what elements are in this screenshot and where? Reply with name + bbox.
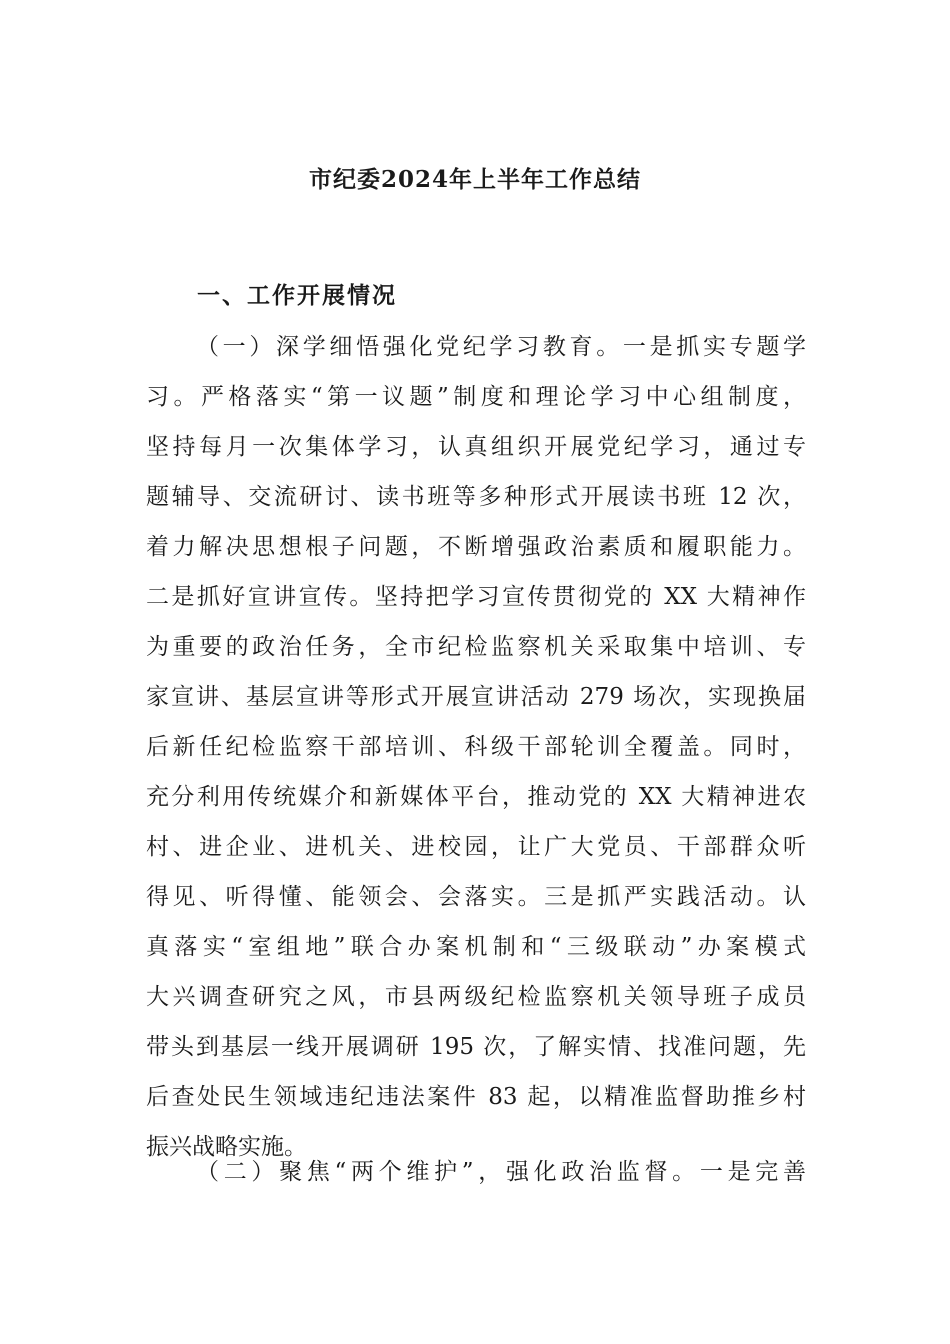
paragraph-line: 坚持每月一次集体学习，认真组织开展党纪学习，通过专 — [146, 434, 806, 460]
paragraph-line: 为重要的政治任务，全市纪检监察机关采取集中培训、专 — [146, 634, 806, 660]
paragraph-line: 得见、听得懂、能领会、会落实。三是抓严实践活动。认 — [146, 884, 806, 910]
paragraph-line: （一）深学细悟强化党纪学习教育。一是抓实专题学 — [196, 334, 806, 360]
paragraph-line: （二）聚焦“两个维护”，强化政治监督。一是完善 — [196, 1159, 806, 1185]
paragraph-line: 带头到基层一线开展调研 195 次，了解实情、找准问题，先 — [146, 1034, 806, 1060]
paragraph-line: 家宣讲、基层宣讲等形式开展宣讲活动 279 场次，实现换届 — [146, 684, 806, 710]
section-heading: 一、工作开展情况 — [197, 282, 397, 309]
paragraph-line: 题辅导、交流研讨、读书班等多种形式开展读书班 12 次， — [146, 484, 806, 510]
paragraph-line: 二是抓好宣讲宣传。坚持把学习宣传贯彻党的 XX 大精神作 — [146, 584, 806, 610]
paragraph-1 — [146, 322, 806, 1172]
document-title: 市纪委2024年上半年工作总结 — [308, 166, 641, 193]
paragraph-line: 着力解决思想根子问题，不断增强政治素质和履职能力。 — [146, 534, 806, 560]
paragraph-line: 振兴战略实施。 — [146, 1134, 307, 1160]
paragraph-line: 后新任纪检监察干部培训、科级干部轮训全覆盖。同时， — [146, 734, 806, 760]
paragraph-line: 充分利用传统媒介和新媒体平台，推动党的 XX 大精神进农 — [146, 784, 806, 810]
paragraph-line: 大兴调查研究之风，市县两级纪检监察机关领导班子成员 — [146, 984, 806, 1010]
paragraph-line: 后查处民生领域违纪违法案件 83 起，以精准监督助推乡村 — [146, 1084, 806, 1110]
paragraph-line: 村、进企业、进机关、进校园，让广大党员、干部群众听 — [146, 834, 806, 860]
paragraph-line: 真落实“室组地”联合办案机制和“三级联动”办案模式 — [146, 934, 806, 960]
paragraph-line: 习。严格落实“第一议题”制度和理论学习中心组制度， — [146, 384, 806, 410]
paragraph-2 — [146, 1147, 806, 1197]
